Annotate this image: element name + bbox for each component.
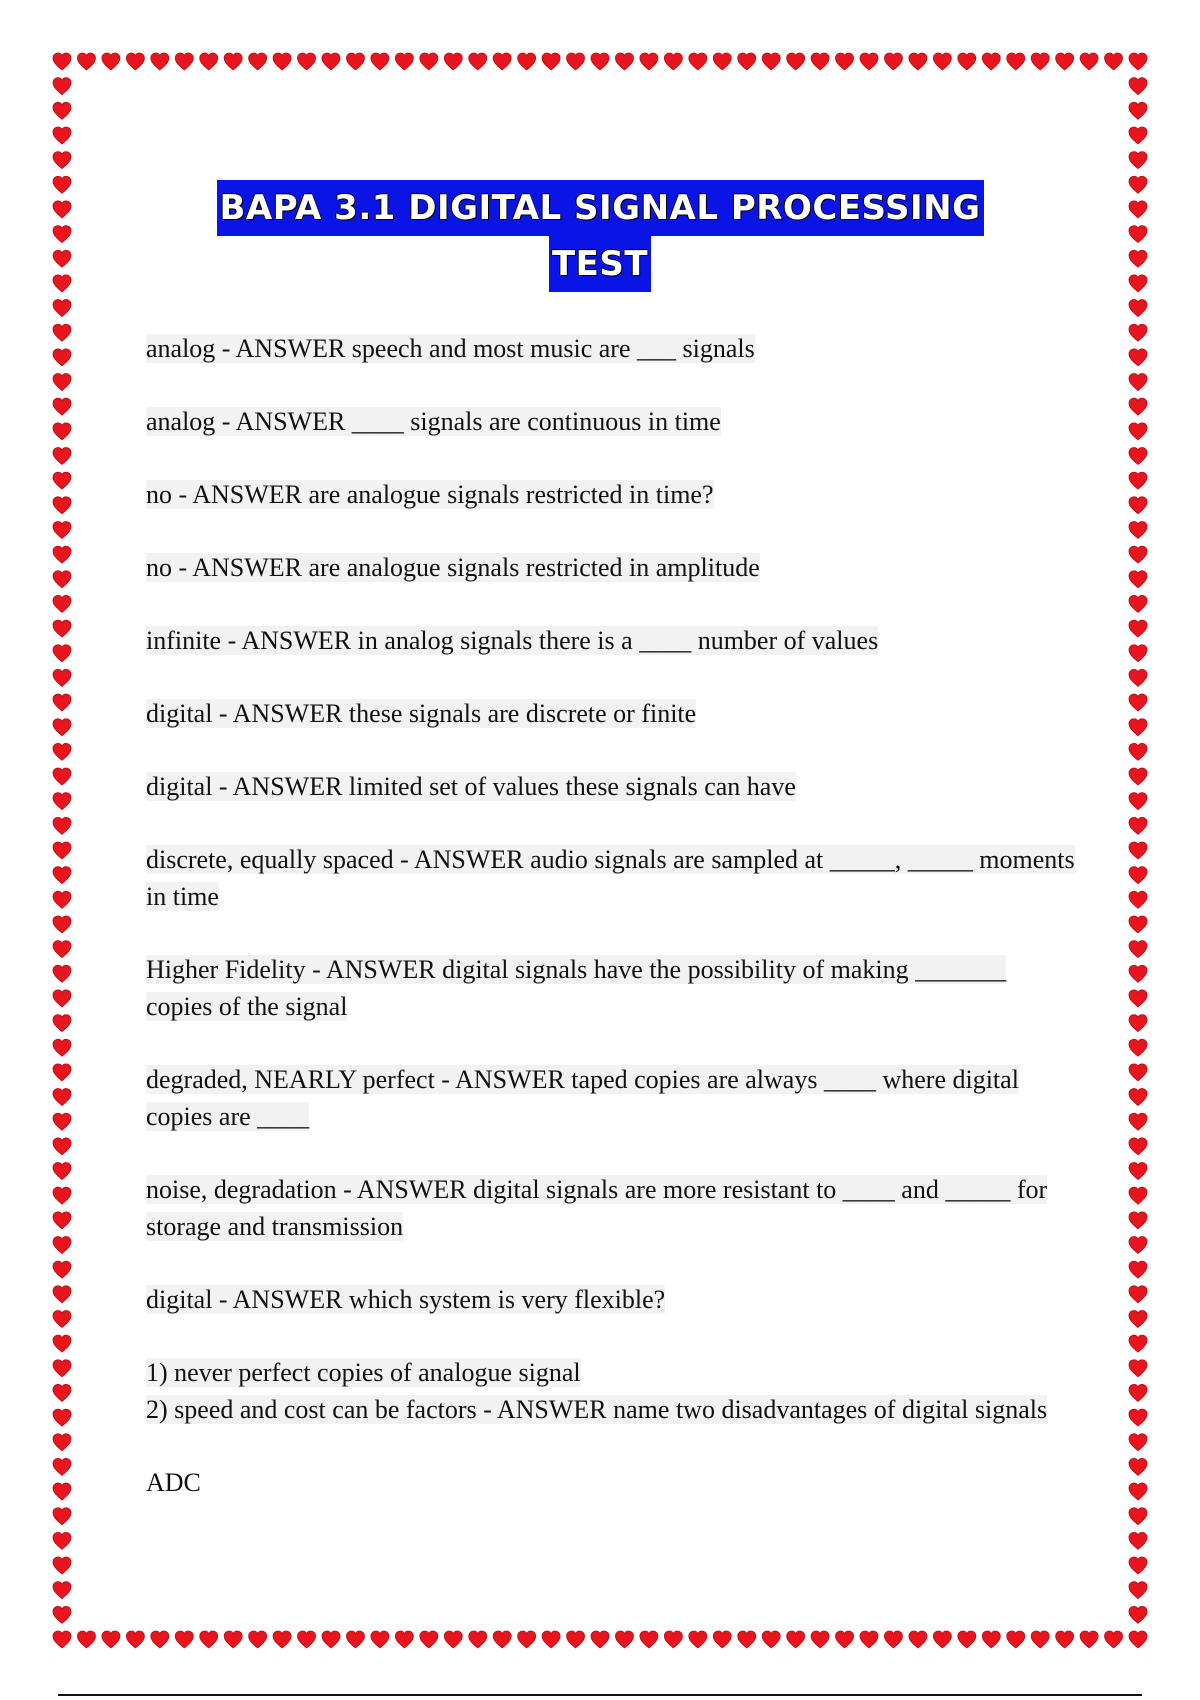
heart-icon — [1031, 53, 1049, 70]
qa-text: analog - ANSWER speech and most music are ___ signals — [146, 334, 755, 363]
heart-icon — [224, 1631, 242, 1648]
heart-icon — [53, 1335, 71, 1352]
heart-icon — [1129, 1384, 1147, 1401]
heart-icon — [1129, 1360, 1147, 1377]
heart-icon — [713, 53, 731, 70]
heart-icon — [1129, 1039, 1147, 1056]
heart-icon — [53, 793, 71, 810]
heart-icon — [958, 1631, 976, 1648]
heart-icon — [1129, 669, 1147, 686]
qa-text: digital - ANSWER these signals are discrete or finite — [146, 699, 697, 728]
heart-icon — [1080, 53, 1098, 70]
heart-icon — [884, 1631, 902, 1648]
heart-icon — [346, 1631, 364, 1648]
heart-icon — [1129, 990, 1147, 1007]
heart-icon — [542, 1631, 560, 1648]
heart-icon — [53, 1557, 71, 1574]
heart-icon — [1129, 152, 1147, 169]
heart-icon — [444, 53, 462, 70]
heart-icon — [53, 521, 71, 538]
heart-icon — [53, 1606, 71, 1623]
heart-icon — [1129, 571, 1147, 588]
qa-item — [146, 841, 1076, 915]
question-answer-list — [146, 330, 1076, 1537]
heart-icon — [224, 53, 242, 70]
heart-icon — [909, 1631, 927, 1648]
heart-icon — [102, 1631, 120, 1648]
heart-icon — [836, 53, 854, 70]
heart-icon — [53, 423, 71, 440]
heart-icon — [53, 497, 71, 514]
heart-icon — [53, 152, 71, 169]
heart-icon — [1129, 1286, 1147, 1303]
heart-icon — [53, 1261, 71, 1278]
heart-icon — [1129, 867, 1147, 884]
heart-icon — [860, 1631, 878, 1648]
heart-icon — [884, 53, 902, 70]
heart-icon — [273, 1631, 291, 1648]
heart-icon — [53, 941, 71, 958]
qa-item — [146, 1281, 1076, 1318]
heart-icon — [1129, 1532, 1147, 1549]
heart-icon — [615, 1631, 633, 1648]
heart-icon — [53, 53, 71, 70]
heart-icon — [933, 1631, 951, 1648]
heart-icon — [53, 1434, 71, 1451]
heart-icon — [53, 867, 71, 884]
heart-icon — [53, 374, 71, 391]
heart-icon — [1129, 546, 1147, 563]
heart-icon — [640, 1631, 658, 1648]
heart-icon — [151, 53, 169, 70]
heart-icon — [53, 1138, 71, 1155]
heart-icon — [1129, 1113, 1147, 1130]
heart-icon — [640, 53, 658, 70]
heart-icon — [53, 127, 71, 144]
heart-icon — [1129, 620, 1147, 637]
heart-icon — [1129, 1631, 1147, 1648]
heart-icon — [126, 53, 144, 70]
heart-icon — [469, 1631, 487, 1648]
heart-icon — [1129, 1237, 1147, 1254]
heart-icon — [53, 1015, 71, 1032]
heart-icon — [420, 1631, 438, 1648]
qa-text: digital - ANSWER which system is very flexible? — [146, 1285, 666, 1314]
heart-icon — [249, 1631, 267, 1648]
heart-icon — [909, 53, 927, 70]
heart-icon — [322, 1631, 340, 1648]
heart-icon — [1129, 793, 1147, 810]
heart-icon — [958, 53, 976, 70]
heart-icon — [469, 53, 487, 70]
heart-icon — [53, 694, 71, 711]
heart-icon — [444, 1631, 462, 1648]
heart-icon — [298, 1631, 316, 1648]
heart-icon — [1129, 842, 1147, 859]
heart-icon — [1129, 1409, 1147, 1426]
heart-icon — [1129, 127, 1147, 144]
heart-icon — [151, 1631, 169, 1648]
heart-icon — [1129, 1310, 1147, 1327]
qa-item — [146, 622, 1076, 659]
heart-icon — [175, 53, 193, 70]
heart-icon — [53, 842, 71, 859]
heart-icon — [836, 1631, 854, 1648]
heart-icon — [860, 53, 878, 70]
heart-icon — [762, 53, 780, 70]
heart-icon — [689, 1631, 707, 1648]
heart-icon — [298, 53, 316, 70]
heart-icon — [53, 1212, 71, 1229]
heart-icon — [126, 1631, 144, 1648]
qa-item — [146, 476, 1076, 513]
qa-text: degraded, NEARLY perfect - ANSWER taped copies are always ____ where digital copies are ____ — [146, 1065, 1019, 1131]
heart-icon — [1129, 1089, 1147, 1106]
heart-icon — [53, 1113, 71, 1130]
heart-icon — [53, 1582, 71, 1599]
heart-icon — [1129, 1261, 1147, 1278]
heart-icon — [53, 1508, 71, 1525]
qa-text: noise, degradation - ANSWER digital signals are more resistant to ____ and _____ for storage and transmission — [146, 1175, 1048, 1241]
heart-icon — [77, 1631, 95, 1648]
heart-icon — [664, 53, 682, 70]
heart-icon — [1129, 1508, 1147, 1525]
heart-icon — [53, 1237, 71, 1254]
qa-item — [146, 403, 1076, 440]
heart-icon — [273, 53, 291, 70]
heart-icon — [1129, 1138, 1147, 1155]
title-line-1: BAPA 3.1 DIGITAL SIGNAL PROCESSING — [217, 180, 984, 236]
heart-icon — [53, 472, 71, 489]
heart-icon — [53, 398, 71, 415]
heart-icon — [53, 719, 71, 736]
heart-icon — [420, 53, 438, 70]
qa-text: Higher Fidelity - ANSWER digital signals have the possibility of making _______ copies of the signal — [146, 955, 1007, 1021]
heart-icon — [1129, 719, 1147, 736]
heart-icon — [518, 1631, 536, 1648]
heart-icon — [591, 1631, 609, 1648]
heart-icon — [1129, 1212, 1147, 1229]
heart-icon — [1129, 1187, 1147, 1204]
heart-icon — [542, 53, 560, 70]
qa-item — [146, 330, 1076, 367]
heart-icon — [53, 990, 71, 1007]
heart-icon — [1129, 374, 1147, 391]
heart-icon — [200, 53, 218, 70]
heart-icon — [53, 102, 71, 119]
heart-icon — [1129, 1064, 1147, 1081]
heart-icon — [1129, 1335, 1147, 1352]
heart-icon — [1129, 1557, 1147, 1574]
heart-icon — [53, 669, 71, 686]
heart-icon — [615, 53, 633, 70]
heart-icon — [689, 53, 707, 70]
heart-icon — [518, 53, 536, 70]
heart-icon — [1080, 1631, 1098, 1648]
heart-icon — [1129, 817, 1147, 834]
heart-icon — [53, 916, 71, 933]
heart-icon — [1129, 1458, 1147, 1475]
heart-icon — [787, 53, 805, 70]
heart-icon — [53, 1310, 71, 1327]
heart-icon — [1129, 423, 1147, 440]
qa-item — [146, 695, 1076, 732]
heart-icon — [53, 620, 71, 637]
heart-icon — [53, 743, 71, 760]
qa-text: ADC — [146, 1468, 201, 1497]
qa-item — [146, 549, 1076, 586]
heart-icon — [1056, 53, 1074, 70]
heart-icon — [1129, 53, 1147, 70]
heart-icon — [1129, 768, 1147, 785]
heart-icon — [53, 546, 71, 563]
heart-icon — [322, 53, 340, 70]
heart-icon — [933, 53, 951, 70]
page-title — [0, 180, 1200, 292]
heart-icon — [1129, 916, 1147, 933]
title-line-2: TEST — [549, 236, 651, 292]
qa-item — [146, 768, 1076, 805]
heart-icon — [1129, 349, 1147, 366]
heart-icon — [53, 300, 71, 317]
heart-icon — [53, 1187, 71, 1204]
heart-icon — [982, 53, 1000, 70]
heart-icon — [1129, 472, 1147, 489]
heart-icon — [1031, 1631, 1049, 1648]
heart-icon — [53, 1089, 71, 1106]
heart-icon — [1105, 53, 1123, 70]
qa-text: 1) never perfect copies of analogue signal 2) speed and cost can be factors - ANSWER name two disadvantages of digital signals — [146, 1358, 1048, 1424]
heart-icon — [1129, 324, 1147, 341]
heart-icon — [53, 1384, 71, 1401]
qa-item — [146, 951, 1076, 1025]
heart-icon — [53, 1532, 71, 1549]
heart-icon — [53, 1286, 71, 1303]
heart-icon — [53, 1064, 71, 1081]
qa-item — [146, 1171, 1076, 1245]
heart-icon — [1129, 300, 1147, 317]
heart-icon — [982, 1631, 1000, 1648]
heart-icon — [713, 1631, 731, 1648]
qa-item — [146, 1354, 1076, 1428]
heart-icon — [1129, 1483, 1147, 1500]
heart-icon — [53, 768, 71, 785]
heart-icon — [200, 1631, 218, 1648]
heart-icon — [1129, 891, 1147, 908]
heart-icon — [1129, 694, 1147, 711]
heart-icon — [175, 1631, 193, 1648]
heart-icon — [1129, 398, 1147, 415]
qa-item — [146, 1464, 1076, 1501]
heart-icon — [53, 1458, 71, 1475]
heart-icon — [53, 965, 71, 982]
heart-icon — [371, 53, 389, 70]
heart-icon — [53, 78, 71, 95]
heart-icon — [1129, 1163, 1147, 1180]
heart-icon — [1129, 448, 1147, 465]
heart-icon — [664, 1631, 682, 1648]
heart-icon — [346, 53, 364, 70]
heart-icon — [1129, 645, 1147, 662]
heart-icon — [1129, 1015, 1147, 1032]
heart-icon — [762, 1631, 780, 1648]
heart-icon — [738, 1631, 756, 1648]
heart-icon — [53, 595, 71, 612]
heart-icon — [787, 1631, 805, 1648]
heart-icon — [1129, 102, 1147, 119]
heart-icon — [591, 53, 609, 70]
heart-icon — [1007, 53, 1025, 70]
heart-icon — [53, 1631, 71, 1648]
heart-icon — [53, 448, 71, 465]
qa-text: no - ANSWER are analogue signals restricted in time? — [146, 480, 714, 509]
heart-icon — [102, 53, 120, 70]
qa-text: digital - ANSWER limited set of values these signals can have — [146, 772, 796, 801]
heart-icon — [1129, 1582, 1147, 1599]
bottom-rule — [58, 1694, 1142, 1696]
heart-icon — [1105, 1631, 1123, 1648]
heart-icon — [53, 349, 71, 366]
heart-icon — [493, 1631, 511, 1648]
heart-icon — [53, 1039, 71, 1056]
heart-icon — [811, 53, 829, 70]
heart-icon — [53, 1409, 71, 1426]
heart-icon — [53, 1483, 71, 1500]
qa-item — [146, 1061, 1076, 1135]
heart-icon — [249, 53, 267, 70]
heart-icon — [53, 571, 71, 588]
qa-text: infinite - ANSWER in analog signals there is a ____ number of values — [146, 626, 879, 655]
heart-icon — [1129, 965, 1147, 982]
heart-icon — [1056, 1631, 1074, 1648]
qa-text: no - ANSWER are analogue signals restricted in amplitude — [146, 553, 760, 582]
heart-icon — [77, 53, 95, 70]
heart-icon — [371, 1631, 389, 1648]
heart-icon — [493, 53, 511, 70]
heart-icon — [1129, 595, 1147, 612]
heart-icon — [811, 1631, 829, 1648]
heart-icon — [1129, 941, 1147, 958]
heart-icon — [1129, 743, 1147, 760]
heart-icon — [53, 817, 71, 834]
heart-icon — [1007, 1631, 1025, 1648]
heart-icon — [1129, 497, 1147, 514]
heart-icon — [1129, 1434, 1147, 1451]
heart-icon — [1129, 78, 1147, 95]
heart-icon — [53, 645, 71, 662]
heart-icon — [738, 53, 756, 70]
qa-text: discrete, equally spaced - ANSWER audio signals are sampled at _____, _____ moments in time — [146, 845, 1075, 911]
heart-icon — [1129, 1606, 1147, 1623]
qa-text: analog - ANSWER ____ signals are continuous in time — [146, 407, 721, 436]
heart-icon — [53, 1163, 71, 1180]
heart-icon — [53, 1360, 71, 1377]
heart-icon — [53, 891, 71, 908]
heart-icon — [567, 53, 585, 70]
heart-icon — [53, 324, 71, 341]
heart-icon — [395, 1631, 413, 1648]
heart-icon — [1129, 521, 1147, 538]
heart-icon — [567, 1631, 585, 1648]
heart-icon — [395, 53, 413, 70]
